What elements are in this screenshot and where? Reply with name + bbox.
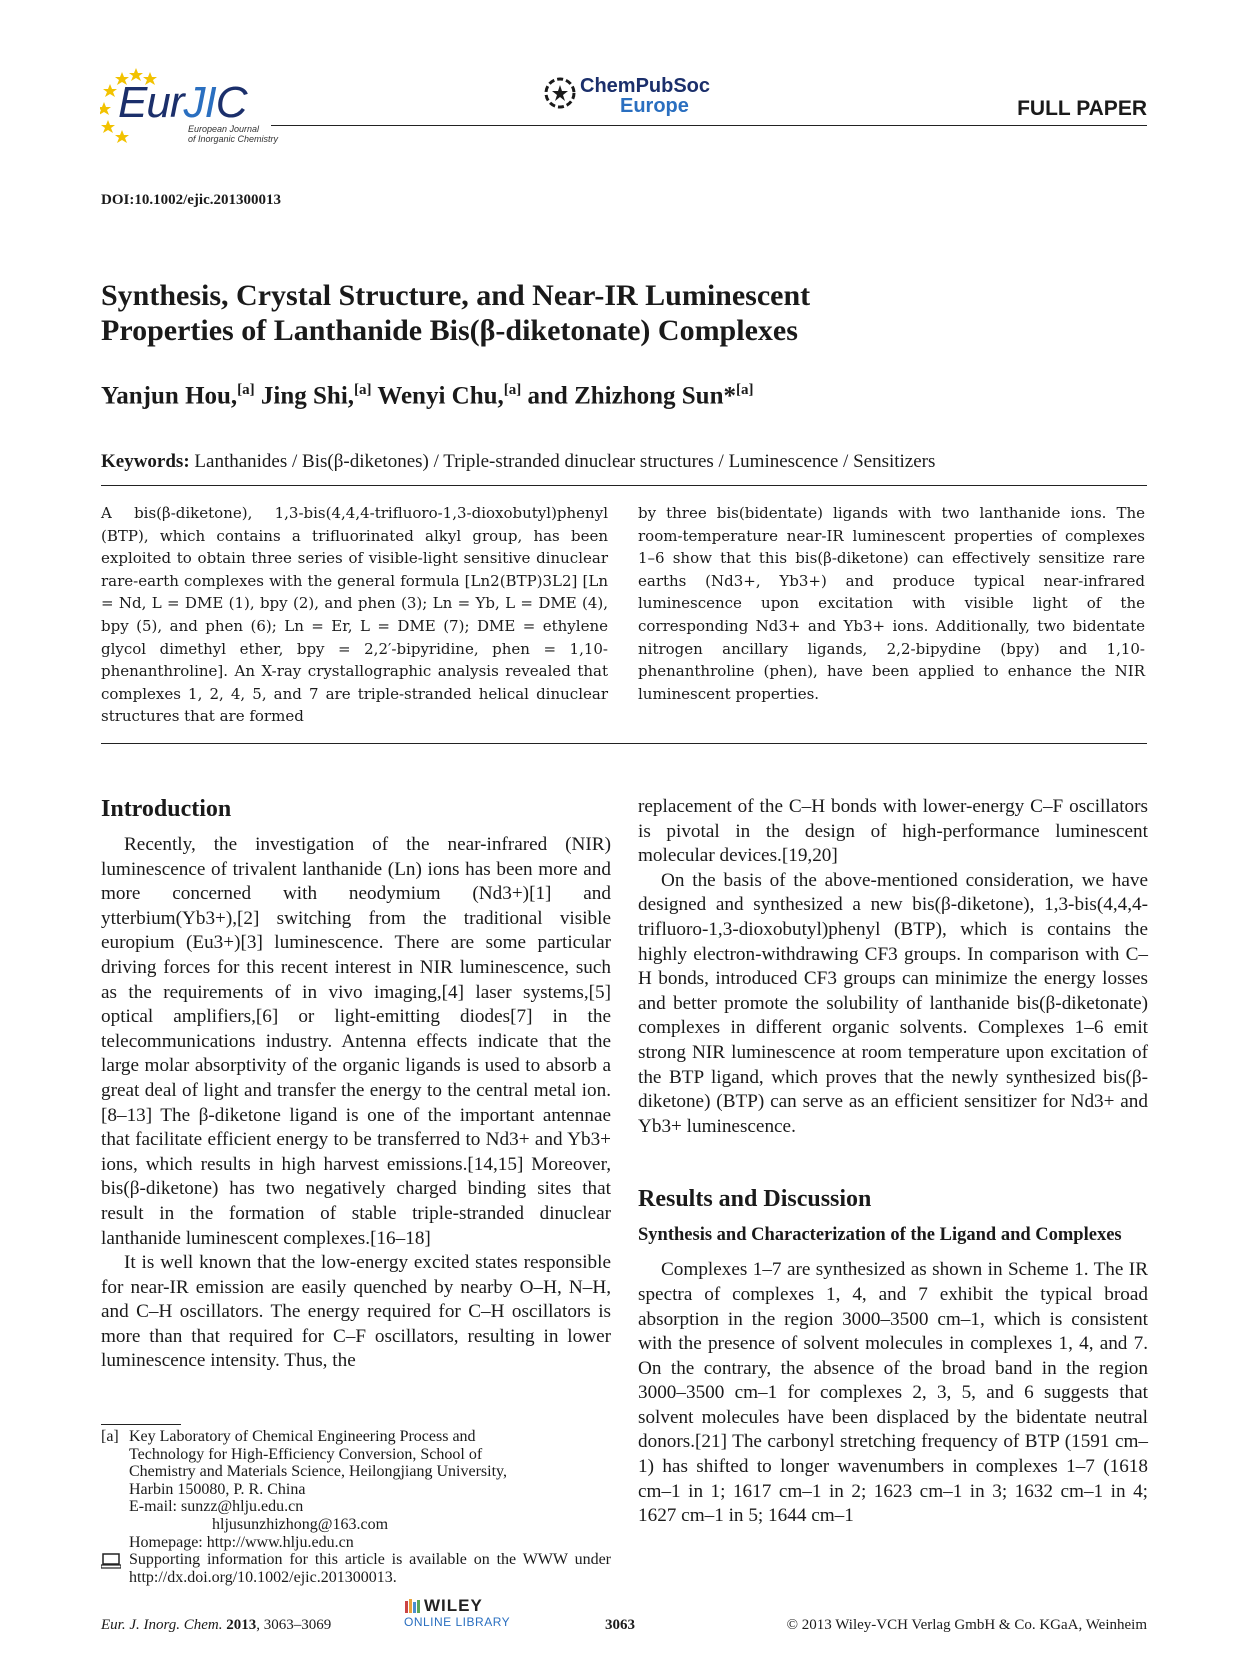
copyright: © 2013 Wiley-VCH Verlag GmbH & Co. KGaA, Weinheim — [786, 1617, 1147, 1633]
paragraph: Complexes 1–7 are synthesized as shown in Scheme 1. The IR spectra of complexes 1, 4, and 7 exhibit the typical broad absorption in the region 3000–3500 cm–1, which is consistent with the presence of solvent molecules in complexes 1, 4, and 7. On the contrary, the absence of the broad band in the region 3000–3500 cm–1 for complexes 2, 3, 5, and 6 suggests that solvent molecules have been displaced by the bidentate neutral donors.[21] The carbonyl stretching frequency of BTP (1591 cm–1) has shifted to longer wavenumbers in complexes 1–7 (1618 cm–1 in 1; 1617 cm–1 in 2; 1623 cm–1 in 3; 1632 cm–1 in 4; 1627 cm–1 in 5; 1644 cm–1 — [638, 1259, 1148, 1527]
affiliation: Key Laboratory of Chemical Engineering Process and Technology for High-Efficiency Conversion, School of Chemistry and Materials Science, Heilongjiang University, Harbin 150080, P. R. China E-mail: sunzz@hlju.edu.cn hljusunzhizhong@163.com Homepage: http://www.hlju.edu.cn — [129, 1428, 611, 1551]
keywords-divider — [101, 485, 1147, 486]
author-list: Yanjun Hou,[a] Jing Shi,[a] Wenyi Chu,[a] and Zhizhong Sun*[a] — [101, 382, 754, 410]
paragraph: Recently, the investigation of the near-infrared (NIR) luminescence of trivalent lanthanide (Ln) ions has been more and more concerned with neodymium (Nd3+)[1] and ytterbium(Yb3+),[2] switching from the traditional visible europium (Eu3+)[3] luminescence. There are some particular driving forces for this recent interest in NIR luminescence, such as the requirements of in vivo imaging,[4] laser systems,[5] optical amplifiers,[6] or light-emitting diodes[7] in the telecommunications industry. Antenna effects indicate that the large molar absorptivity of the organic ligands is used to absorb a great deal of light and transfer the energy to the central metal ion.[8–13] The β-diketone ligand is one of the important antennae that facilitate efficient energy to be transferred to Nd3+ and Yb3+ ions, which results in high harvest emissions.[14,15] Moreover, bis(β-diketone) has two negatively charged binding sites that result in the formation of stable triple-stranded dinuclear lanthanide luminescent complexes.[16–18] — [101, 834, 611, 1249]
results-heading: Results and Discussion — [638, 1186, 872, 1213]
email[interactable]: E-mail: sunzz@hlju.edu.cn — [129, 1498, 304, 1516]
introduction-heading: Introduction — [101, 796, 232, 822]
footer-citation: Eur. J. Inorg. Chem. 2013, 3063–3069 — [101, 1617, 332, 1633]
abstract-right-column: by three bis(bidentate) ligands with two lanthanide ions. The room-temperature near-IR luminescent properties of complexes 1–6 show that this bis(β-diketone) can effectively sensitize rare earths (Nd3+, Yb3+) and produce typical near-infrared luminescence upon excitation with visible light of the corresponding Nd3+ and Yb3+ ions. Additionally, two bidentate nitrogen ancillary ligands, 2,2-bipydine (bpy) and 1,10-phenanthroline (phen), have been applied to enhance the NIR luminescent properties. — [638, 504, 1145, 703]
header-divider — [271, 125, 1147, 126]
article-title: Synthesis, Crystal Structure, and Near-IR Luminescent Properties of Lanthanide Bis(β-diketonate) Complexes — [101, 279, 811, 347]
author-name: Wenyi Chu, — [377, 382, 504, 410]
page-number: 3063 — [605, 1617, 635, 1633]
wiley-logo-icon — [404, 1598, 424, 1614]
wiley-online-library-text: ONLINE LIBRARY — [404, 1615, 511, 1629]
body-right-column — [638, 795, 1148, 1529]
computer-icon — [101, 1553, 121, 1569]
paragraph: It is well known that the low-energy excited states responsible for near-IR emission are easily quenched by nearby O–H, N–H, and C–H oscillators. The energy required for C–H oscillators is more than that required for C–F oscillators, resulting in lower luminescence intensity. Thus, the — [101, 1252, 611, 1372]
publisher-name: ChemPubSoc — [580, 75, 711, 97]
author-name: and Zhizhong Sun* — [527, 382, 736, 410]
email[interactable]: hljusunzhizhong@163.com — [212, 1515, 389, 1533]
footnote-divider — [101, 1424, 181, 1425]
abstract-left-column: A bis(β-diketone), 1,3-bis(4,4,4-trifluoro-1,3-dioxobutyl)phenyl (BTP), which contains a trifluorinated alkyl group, has been exploited to obtain three series of visible-light sensitive dinuclear rare-earth complexes with the general formula [Ln2(BTP)3L2] [Ln = Nd, L = DME (1), bpy (2), and phen (3); Ln = Yb, L = DME (4), bpy (5), and phen (6); Ln = Er, L = DME (7); DME = ethylene glycol dimethyl ether, bpy = 2,2′-bipyridine, phen = 1,10-phenanthroline]. An X-ray crystallographic analysis revealed that complexes 1, 2, 4, 5, and 7 are triple-stranded helical dinuclear structures that are formed — [101, 504, 608, 726]
abstract-divider — [101, 743, 1147, 744]
author-name: Jing Shi, — [260, 382, 355, 410]
body-left-column — [101, 795, 611, 1374]
supporting-information[interactable]: Supporting information for this article is available on the WWW under http://dx.doi.org/10.1002/ejic.201300013. — [129, 1551, 611, 1586]
journal-logo-text: EurJIC — [118, 78, 247, 127]
paragraph: On the basis of the above-mentioned consideration, we have designed and synthesized a new bis(β-diketone), 1,3-bis(4,4,4-trifluoro-1,3-dioxobutyl)phenyl (BTP), which is contains the highly electron-withdrawing CF3 groups. In comparison with C–H bonds, introduced CF3 groups can minimize the energy losses and better promote the solubility of lanthanide bis(β-diketonate) complexes in different organic solvents. Complexes 1–6 emit strong NIR luminescence at room temperature upon excitation of the BTP ligand, which proves that the newly synthesized bis(β-diketone) (BTP) can serve as an efficient sensitizer for Nd3+ and Yb3+ luminescence. — [638, 869, 1148, 1137]
results-subheading: Synthesis and Characterization of the Ligand and Complexes — [638, 1225, 1122, 1246]
affiliation-tag: [a] — [101, 1428, 119, 1445]
homepage-link[interactable]: Homepage: http://www.hlju.edu.cn — [129, 1533, 354, 1551]
keywords: Keywords: Lanthanides / Bis(β-diketones) / Triple-stranded dinuclear structures / Luminescence / Sensitizers — [101, 451, 936, 472]
doi[interactable]: DOI:10.1002/ejic.201300013 — [101, 192, 281, 208]
section-label: FULL PAPER — [1017, 97, 1147, 120]
wiley-logo-text: WILEY — [424, 1596, 483, 1615]
paragraph: replacement of the C–H bonds with lower-energy C–F oscillators is pivotal in the design of high-performance luminescent molecular devices.[19,20] — [638, 796, 1148, 867]
author-name: Yanjun Hou, — [101, 382, 238, 410]
journal-logo-subtitle: European Journal of Inorganic Chemistry — [188, 124, 279, 144]
footnotes — [101, 1428, 611, 1586]
publisher-region: Europe — [620, 95, 689, 117]
chempubsoc-logo-icon — [543, 76, 577, 110]
